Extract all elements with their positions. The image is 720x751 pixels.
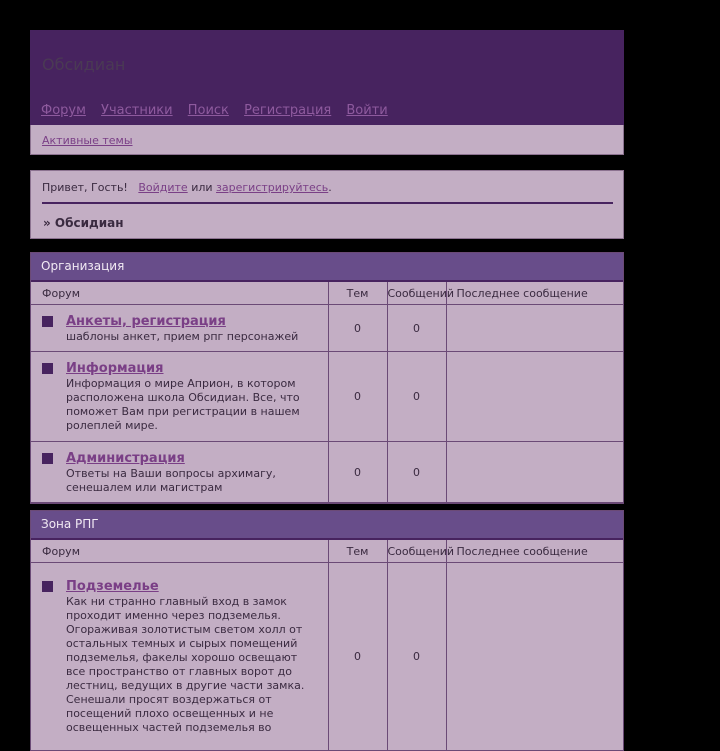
last-post [446, 305, 623, 352]
post-count: 0 [387, 305, 446, 352]
forum-status-icon [42, 581, 53, 592]
header-topics: Тем [328, 540, 387, 563]
breadcrumb: » Обсидиан [43, 216, 124, 230]
header-forum: Форум [31, 540, 328, 563]
nav-login-link[interactable]: Войти [346, 103, 388, 118]
forum-table [31, 540, 623, 751]
category-title: Зона РПГ [31, 511, 623, 540]
nav-register-link[interactable]: Регистрация [244, 103, 332, 118]
category-organization [30, 252, 624, 504]
forum-header [30, 30, 624, 125]
last-post [446, 563, 623, 751]
forum-table [31, 282, 623, 503]
welcome-box [30, 170, 624, 239]
header-last-post: Последнее сообщение [446, 282, 623, 305]
forum-row [31, 352, 623, 442]
post-count: 0 [387, 352, 446, 442]
post-count: 0 [387, 442, 446, 503]
header-last-post: Последнее сообщение [446, 540, 623, 563]
forum-description: Информация о мире Априон, в котором расположена школа Обсидиан. Все, что поможет Вам при регистрации в нашем ролеплей мире. [66, 377, 300, 432]
forum-title: Обсидиан [42, 55, 126, 74]
last-post [446, 352, 623, 442]
forum-row [31, 305, 623, 352]
header-posts: Сообщений [387, 540, 446, 563]
or-text: или [191, 181, 213, 194]
main-navigation [41, 103, 399, 118]
table-header-row [31, 282, 623, 305]
topic-count: 0 [328, 442, 387, 503]
header-forum: Форум [31, 282, 328, 305]
forum-link[interactable]: Информация [66, 361, 164, 376]
topic-count: 0 [328, 352, 387, 442]
nav-forum-link[interactable]: Форум [41, 103, 86, 118]
forum-link[interactable]: Подземелье [66, 579, 159, 594]
forum-link[interactable]: Анкеты, регистрация [66, 313, 226, 329]
topic-count: 0 [328, 305, 387, 352]
table-header-row [31, 540, 623, 563]
nav-members-link[interactable]: Участники [101, 103, 173, 118]
forum-description: Ответы на Ваши вопросы архимагу, сенешалем или магистрам [66, 466, 276, 494]
divider [42, 202, 613, 204]
period-text: . [328, 181, 332, 194]
forum-status-icon [42, 316, 53, 327]
header-topics: Тем [328, 282, 387, 305]
category-rpg-zone [30, 510, 624, 751]
forum-link[interactable]: Администрация [66, 450, 185, 466]
forum-status-icon [42, 363, 53, 374]
active-topics-link[interactable]: Активные темы [42, 134, 133, 147]
greeting-text: Привет, Гость! [42, 181, 128, 194]
post-count: 0 [387, 563, 446, 751]
welcome-message [42, 181, 332, 194]
login-link[interactable]: Войдите [138, 181, 188, 194]
register-link[interactable]: зарегистрируйтесь [216, 181, 329, 194]
forum-row [31, 442, 623, 503]
topic-count: 0 [328, 563, 387, 751]
last-post [446, 442, 623, 503]
forum-row [31, 563, 623, 751]
nav-search-link[interactable]: Поиск [187, 103, 229, 118]
header-posts: Сообщений [387, 282, 446, 305]
forum-status-icon [42, 453, 53, 464]
forum-description: Как ни странно главный вход в замок проходит именно через подземелья. Огораживая золотистым светом холл от остальных темных и сырых помещений подземелья, факелы хорошо освещают все пространство от главных ворот до лестниц, ведущих в другие части замка. Сенешали просят воздержаться от посещений плохо освещенных и не освещенных частей подземелья во [66, 595, 305, 734]
sub-navigation [30, 125, 624, 155]
forum-page [30, 30, 624, 734]
forum-description: шаблоны анкет, прием рпг персонажей [66, 329, 299, 343]
category-title: Организация [31, 253, 623, 282]
